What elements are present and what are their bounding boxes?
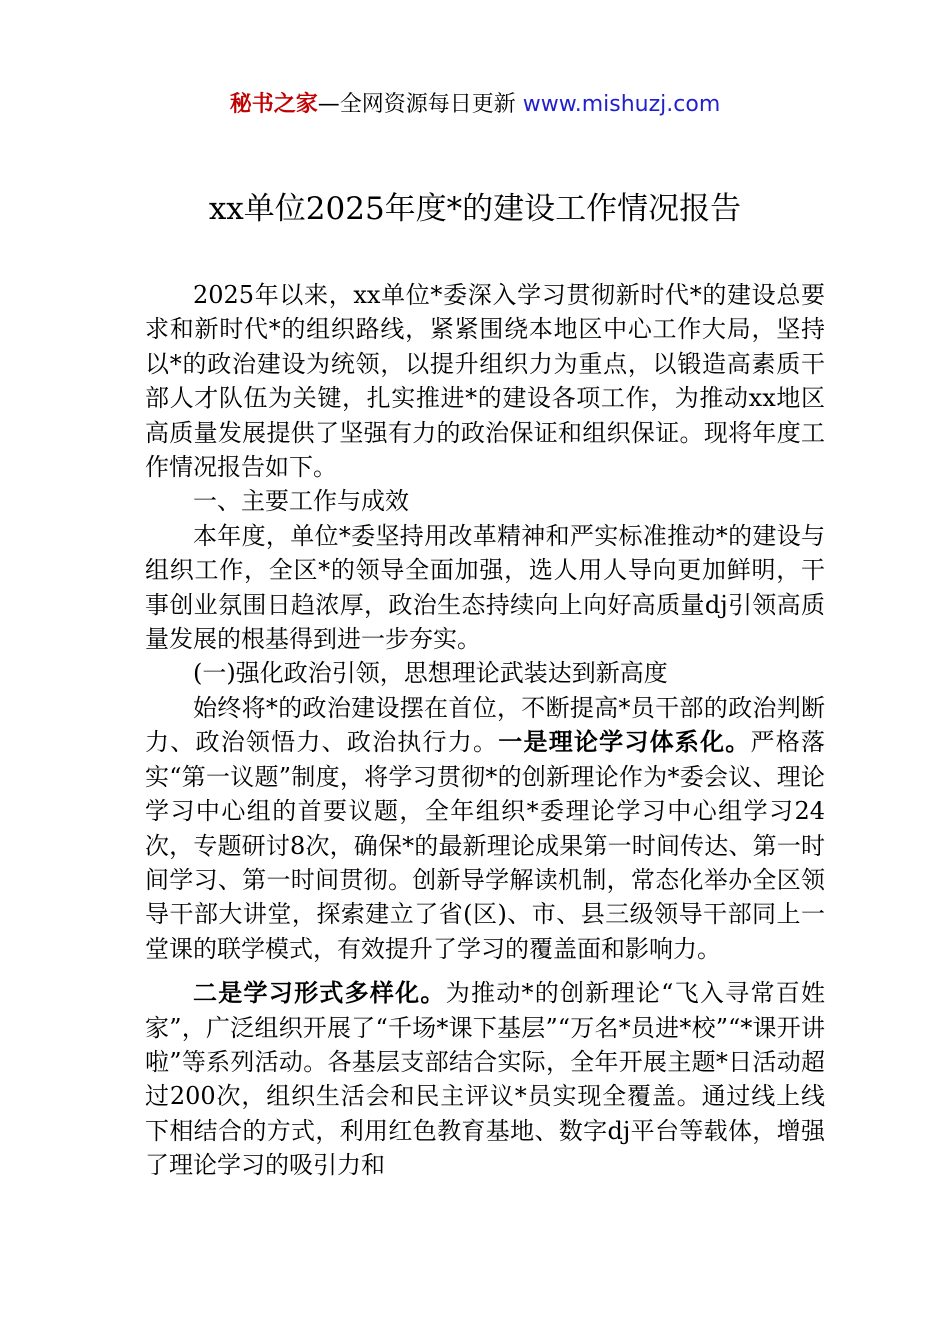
section-summary-paragraph: 本年度，单位*委坚持用改革精神和严实标准推动*的建设与组织工作，全区*的领导全面加强，选人用人导向更加鲜明，干事创业氛围日趋浓厚，政治生态持续向上向好高质量dj引领高质量发展的根基得到进一步夯实。	[145, 521, 825, 654]
subsection-heading: (一)强化政治引领，思想理论武装达到新高度	[193, 659, 668, 688]
document-body	[145, 278, 825, 1183]
site-url-link[interactable]: www.mishuzj.com	[522, 92, 721, 117]
theory-study-paragraph	[145, 691, 825, 966]
document-title: xx单位2025年度*的建设工作情况报告	[208, 191, 742, 227]
site-header	[0, 88, 950, 122]
section-heading: 一、主要工作与成效	[193, 487, 409, 516]
study-form-body-text: 为推动*的创新理论“飞入寻常百姓家”，广泛组织开展了“千场*课下基层”“万名*员进*校”“*课开讲啦”等系列活动。各基层支部结合实际，全年开展主题*日活动超过200次，组织生活会和民主评议*员实现全覆盖。通过线上线下相结合的方式，利用红色教育基地、数字dj平台等载体，增强了理论学习的吸引力和	[145, 979, 825, 1180]
study-form-bold-heading: 二是学习形式多样化。	[193, 978, 446, 1008]
theory-lead-text: 始终将*的政治建设摆在首位，不断提高*员干部的政治判断力、政治领悟力、政治执行力。	[145, 693, 825, 757]
study-form-paragraph	[145, 976, 825, 1182]
site-brand: 秘书之家	[229, 92, 318, 117]
theory-bold-heading: 一是理论学习体系化。	[498, 727, 751, 757]
site-slogan: —全网资源每日更新	[317, 92, 523, 117]
intro-paragraph: 2025年以来，xx单位*委深入学习贯彻新时代*的建设总要求和新时代*的组织路线，紧紧围绕本地区中心工作大局，坚持以*的政治建设为统领，以提升组织力为重点，以锻造高素质干部人才队伍为关键，扎实推进*的建设各项工作，为推动xx地区高质量发展提供了坚强有力的政治保证和组织保证。现将年度工作情况报告如下。	[145, 281, 825, 482]
theory-body-text: 严格落实“第一议题”制度，将学习贯彻*的创新理论作为*委会议、理论学习中心组的首要议题，全年组织*委理论学习中心组学习24次，专题研讨8次，确保*的最新理论成果第一时间传达、第一时间学习、第一时间贯彻。创新导学解读机制，常态化举办全区领导干部大讲堂，探索建立了省(区)、市、县三级领导干部同上一堂课的联学模式，有效提升了学习的覆盖面和影响力。	[145, 728, 826, 963]
